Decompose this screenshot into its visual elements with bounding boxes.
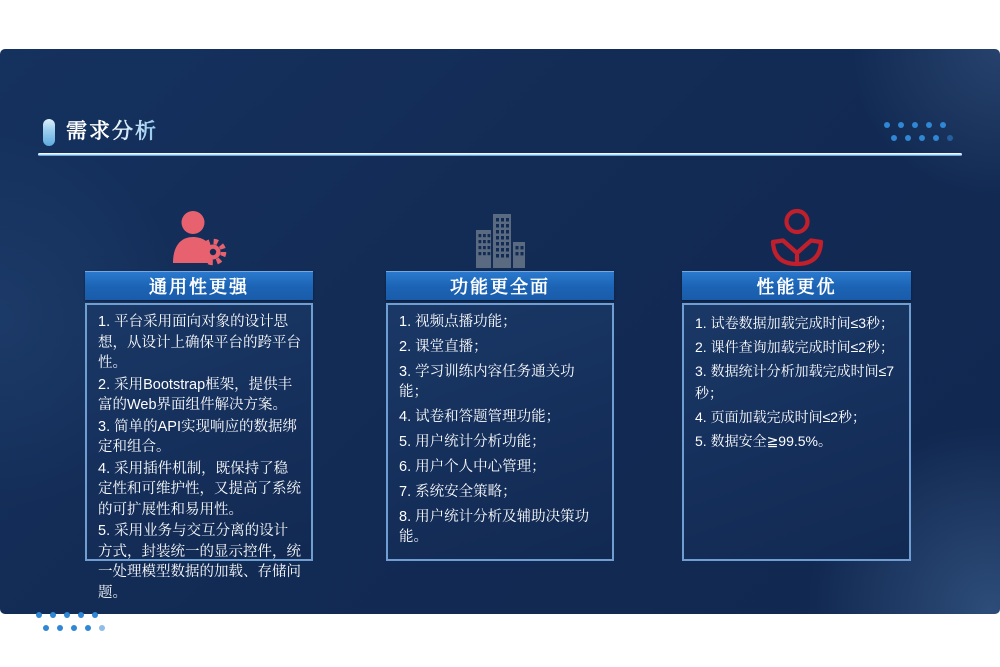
- card-header: 功能更全面: [386, 271, 614, 300]
- dot-row: [891, 135, 953, 141]
- list-item: 1. 视频点播功能；: [399, 314, 517, 330]
- user-gear-icon: [85, 204, 313, 268]
- dot-pattern-bottom-left: [36, 612, 105, 631]
- dot-icon: [891, 135, 897, 141]
- dot-icon: [78, 612, 84, 618]
- card-body: [85, 303, 313, 601]
- list-item: 1. 平台采用面向对象的设计思想，从设计上确保平台的跨平台性。: [98, 314, 301, 371]
- dot-row: [43, 625, 105, 631]
- list-item: 5. 用户统计分析功能；: [399, 434, 546, 450]
- card-header: 性能更优: [682, 271, 911, 300]
- dot-icon: [36, 612, 42, 618]
- dot-icon: [940, 122, 946, 128]
- list-item: 1. 试卷数据加载完成时间≤3秒；: [695, 315, 895, 331]
- dot-icon: [99, 625, 105, 631]
- dot-icon: [57, 625, 63, 631]
- list-item: 3. 数据统计分析加载完成时间≤7秒；: [695, 363, 895, 401]
- slide-background: [0, 49, 1000, 614]
- dot-icon: [64, 612, 70, 618]
- card-universality: [85, 271, 313, 601]
- dot-icon: [905, 135, 911, 141]
- dot-icon: [50, 612, 56, 618]
- dot-icon: [71, 625, 77, 631]
- dot-icon: [947, 135, 953, 141]
- page-title: 需求分析: [66, 115, 158, 145]
- list-item: 3. 学习训练内容任务通关功能；: [399, 364, 575, 400]
- dot-icon: [85, 625, 91, 631]
- dot-icon: [933, 135, 939, 141]
- card-header: 通用性更强: [85, 271, 313, 300]
- list-item: 7. 系统安全策略；: [399, 484, 517, 500]
- list-item: 2. 采用Bootstrap框架，提供丰富的Web界面组件解决方案。: [98, 376, 293, 413]
- dot-icon: [43, 625, 49, 631]
- list-item: 5. 数据安全≧99.5%。: [695, 433, 832, 449]
- dot-icon: [884, 122, 890, 128]
- dot-row: [884, 122, 953, 128]
- card-functions: [386, 271, 614, 561]
- list-item: 5. 采用业务与交互分离的设计方式，封装统一的显示控件，统一处理模型数据的加载、存储问题。: [98, 523, 301, 601]
- list-item: 4. 试卷和答题管理功能；: [399, 409, 561, 425]
- card-body: [682, 303, 911, 561]
- title-pill-icon: [43, 119, 55, 146]
- building-icon: [386, 204, 614, 268]
- list-item: 4. 采用插件机制，既保持了稳定性和可维护性，又提高了系统的可扩展性和易用性。: [98, 460, 301, 518]
- dot-icon: [92, 612, 98, 618]
- dot-icon: [919, 135, 925, 141]
- list-item: 4. 页面加载完成时间≤2秒；: [695, 409, 867, 425]
- list-item: 2. 课件查询加载完成时间≤2秒；: [695, 339, 895, 355]
- dot-row: [36, 612, 105, 618]
- person-outline-icon: [682, 204, 911, 268]
- title-divider: [38, 153, 962, 156]
- dot-icon: [926, 122, 932, 128]
- dot-pattern-top-right: [884, 122, 953, 141]
- list-item: 3. 简单的API实现响应的数据绑定和组合。: [98, 418, 297, 455]
- list-item: 8. 用户统计分析及辅助决策功能。: [399, 509, 590, 545]
- card-body: [386, 303, 614, 561]
- card-performance: [682, 271, 911, 561]
- dot-icon: [898, 122, 904, 128]
- dot-icon: [912, 122, 918, 128]
- list-item: 2. 课堂直播；: [399, 339, 488, 355]
- list-item: 6. 用户个人中心管理；: [399, 459, 546, 475]
